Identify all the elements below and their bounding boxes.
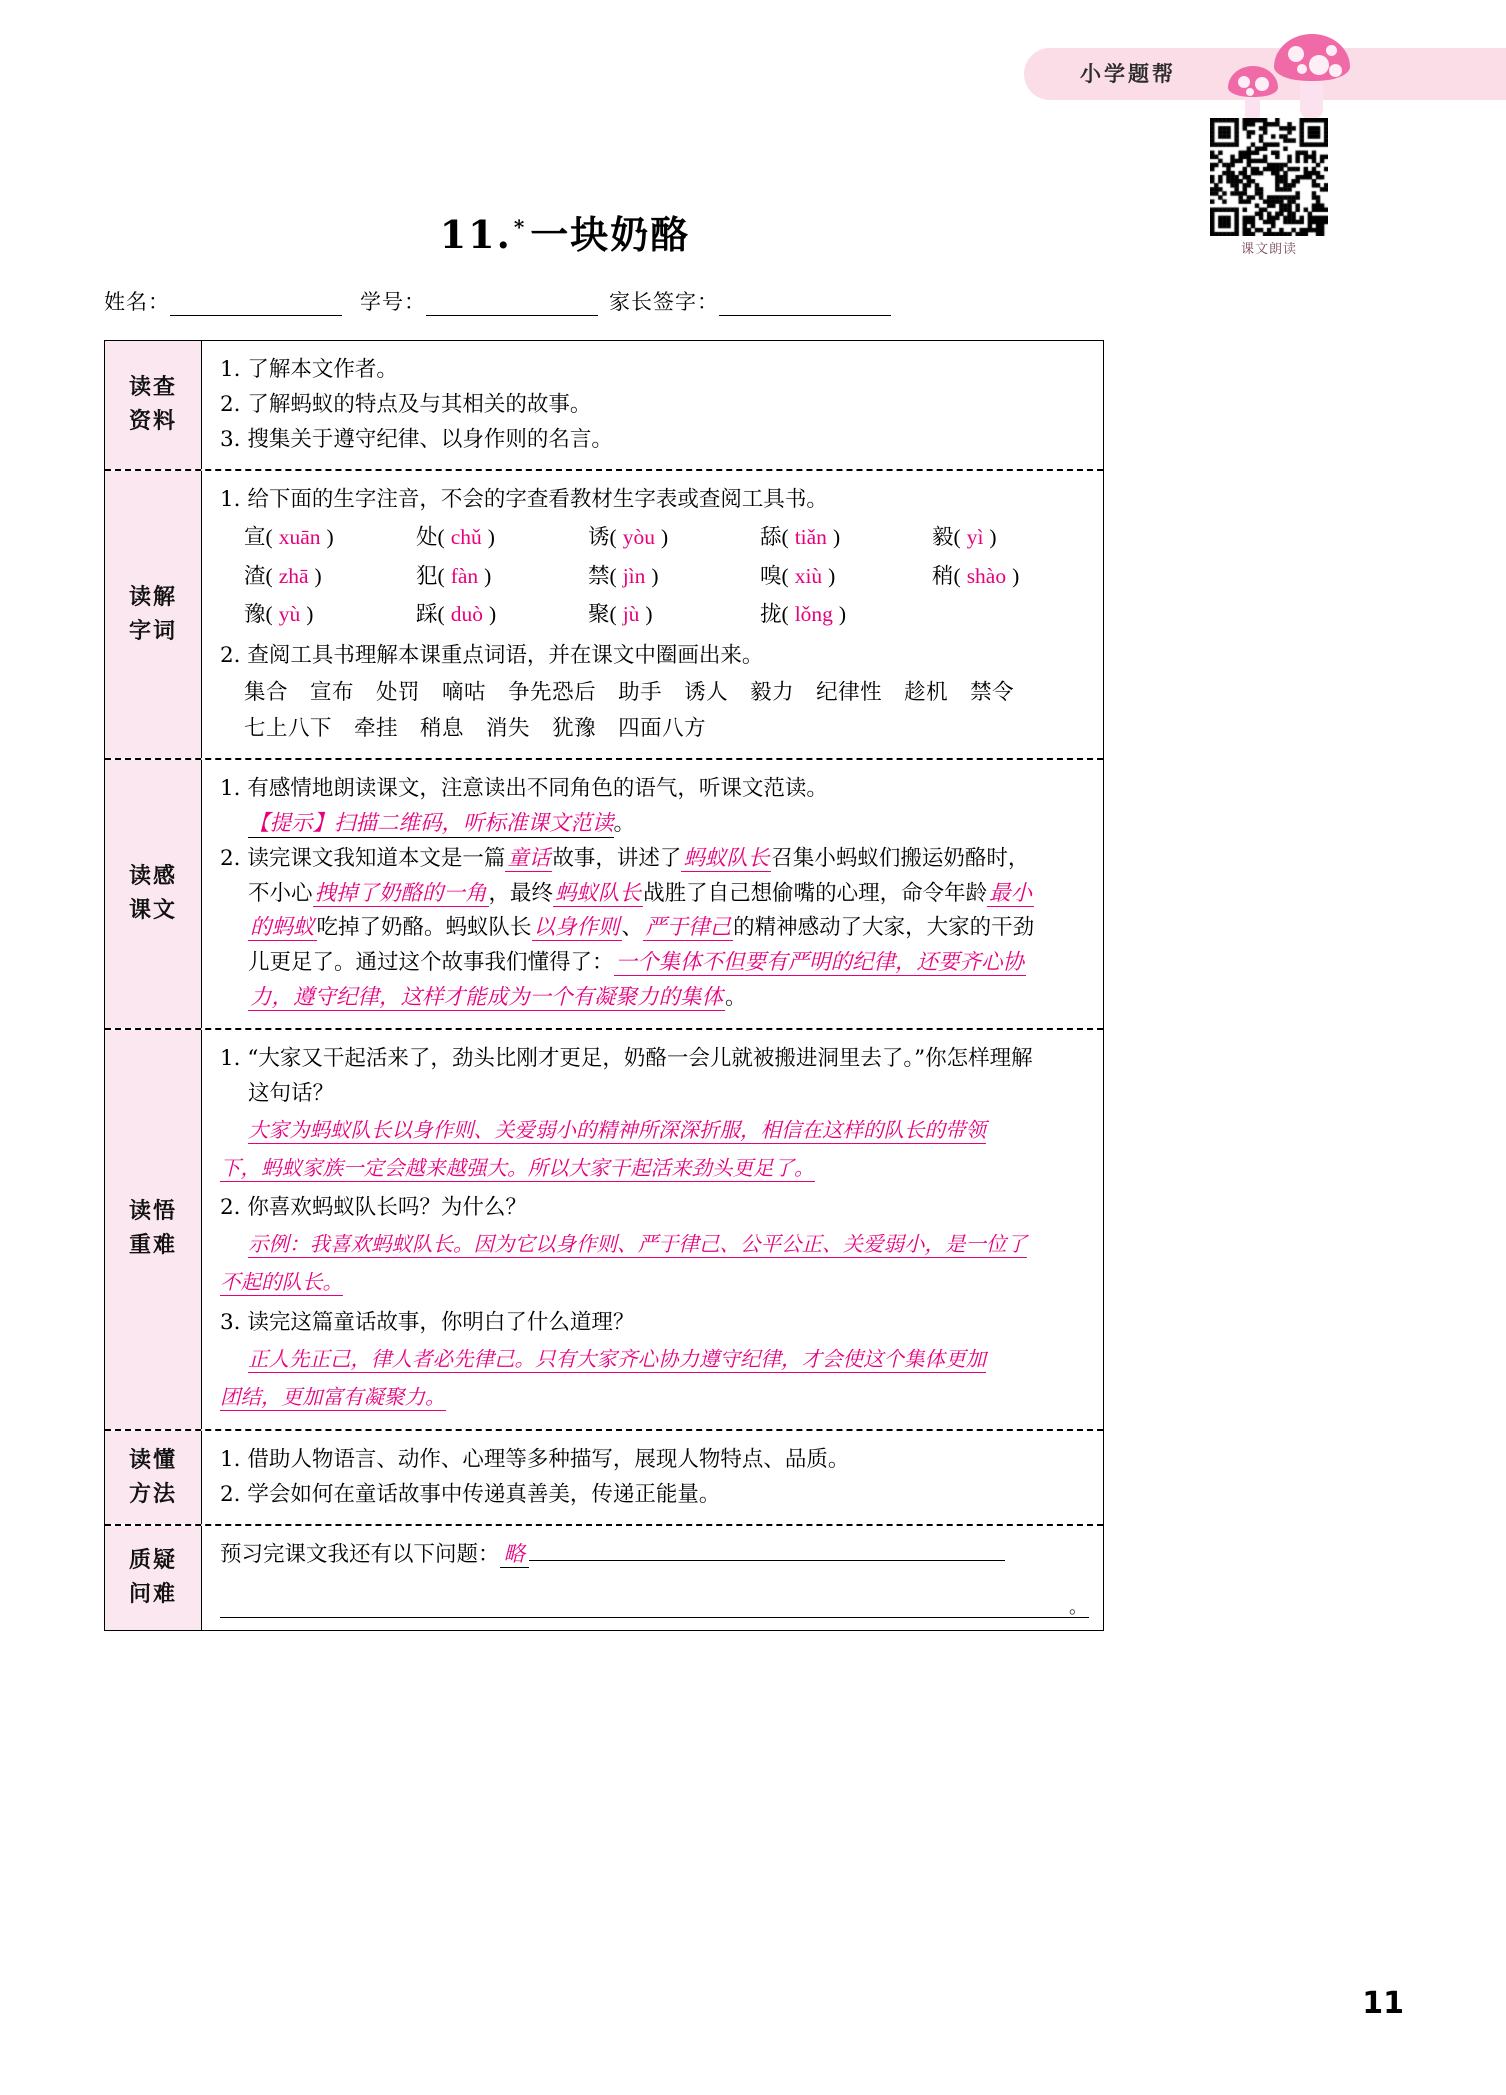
- answer-text: 示例：我喜欢蚂蚁队长。因为它以身作则、严于律己、公平公正、关爱弱小，是一位了: [248, 1232, 1027, 1257]
- pinyin-cell[interactable]: 聚( jù ): [588, 601, 653, 626]
- vocabulary-word: 消失: [486, 716, 531, 741]
- prompt-text: 预习完课文我还有以下问题：: [220, 1542, 500, 1568]
- vocabulary-word: 七上八下: [244, 716, 333, 741]
- list-item: 1. 了解本文作者。: [220, 357, 398, 382]
- name-input[interactable]: [170, 295, 342, 316]
- pinyin-answer: jìn: [622, 563, 646, 588]
- pinyin-cell[interactable]: 拢( lǒng ): [760, 601, 847, 626]
- pinyin-answer: lǒng: [794, 601, 833, 626]
- section-header-vocabulary: [105, 471, 202, 758]
- name-label: 姓名：: [104, 290, 170, 314]
- fill-in-line[interactable]: [220, 981, 1089, 1016]
- pinyin-cell[interactable]: 犯( fàn ): [416, 563, 492, 588]
- static-text: 召集小蚂蚁们搬运奶酪时，: [771, 845, 1030, 871]
- pinyin-answer: yòu: [622, 525, 655, 550]
- answer-text: 一个集体不但要有严明的纪律，还要齐心协: [615, 950, 1025, 976]
- question-text: 1. “大家又干起活来了，劲头比刚才更足，奶酪一会儿就被搬进洞里去了。”你怎样理解: [220, 1045, 1033, 1071]
- hint-period: 。: [613, 810, 636, 836]
- section-row-method: [105, 1431, 1103, 1527]
- pinyin-row: [220, 518, 1104, 556]
- vocabulary-row-1: [220, 674, 1104, 710]
- pinyin-answer: yù: [278, 601, 301, 626]
- vocabulary-word: 集合: [244, 679, 289, 704]
- vocabulary-word: 犹豫: [552, 716, 597, 741]
- qr-code[interactable]: [1210, 118, 1328, 236]
- section-header-line1: 读查: [128, 375, 177, 401]
- title-number: 11.: [439, 212, 512, 257]
- student-number-label: 学号：: [360, 290, 426, 314]
- hint-label: 【提示】: [248, 810, 335, 836]
- student-info-row: [104, 286, 1104, 320]
- question-text: 1. 有感情地朗读课文，注意读出不同角色的语气，听课文范读。: [220, 776, 828, 802]
- section-body-reading: [202, 760, 1103, 1028]
- static-text: 故事，讲述了: [552, 845, 682, 871]
- section-row-questions: [105, 1526, 1103, 1630]
- vocabulary-word: 嘀咕: [442, 679, 487, 704]
- section-header-line2: 课文: [128, 898, 177, 924]
- pinyin-cell[interactable]: 毅( yì ): [932, 525, 997, 550]
- section-body-vocabulary: [202, 471, 1118, 758]
- answer-text: 不起的队长。: [220, 1270, 343, 1295]
- section-header-line2: 问难: [128, 1582, 177, 1608]
- list-item: 2. 了解蚂蚁的特点及与其相关的故事。: [220, 391, 592, 417]
- vocabulary-word: 诱人: [684, 679, 729, 704]
- section-row-comprehension: [105, 1030, 1103, 1431]
- question-text: 这句话？: [248, 1080, 335, 1106]
- brand-label: 小学题帮: [1080, 62, 1176, 86]
- pinyin-answer: zhā: [278, 563, 309, 588]
- answer-text: 蚂蚁队长: [555, 880, 642, 906]
- question-text: 1. 给下面的生字注音，不会的字查看教材生字表或查阅工具书。: [220, 487, 828, 513]
- pinyin-answer: jù: [622, 601, 640, 626]
- prompt-line: [220, 1538, 1089, 1573]
- static-text: 不小心: [248, 880, 313, 906]
- fill-in-line[interactable]: [220, 842, 1089, 877]
- pinyin-cell[interactable]: 处( chǔ ): [416, 525, 495, 550]
- pinyin-cell[interactable]: 舔( tiǎn ): [760, 525, 841, 550]
- section-header-line1: 读懂: [128, 1447, 177, 1473]
- answer-line[interactable]: [220, 1226, 1089, 1264]
- vocabulary-word: 纪律性: [816, 679, 883, 704]
- hint-text: 扫描二维码，听标准课文范读: [334, 810, 614, 836]
- pinyin-answer: fàn: [450, 563, 479, 588]
- answer-text: 拽掉了奶酪的一角: [314, 880, 487, 906]
- section-body-comprehension: [202, 1030, 1103, 1429]
- answer-blank[interactable]: [529, 1538, 1005, 1561]
- vocabulary-word: 处罚: [376, 679, 421, 704]
- pinyin-cell[interactable]: 豫( yù ): [244, 601, 314, 626]
- pinyin-row: [220, 557, 1104, 595]
- section-header-method: [105, 1431, 202, 1525]
- parent-signature-field-group: [609, 286, 891, 316]
- section-header-comprehension: [105, 1030, 202, 1429]
- pinyin-cell[interactable]: 诱( yòu ): [588, 525, 669, 550]
- pinyin-cell[interactable]: 渣( zhā ): [244, 563, 322, 588]
- section-header-questions: [105, 1526, 202, 1630]
- static-text: 吃掉了奶酪。蚂蚁队长: [316, 915, 532, 941]
- worksheet-table: [104, 340, 1104, 1631]
- section-header-line2: 方法: [128, 1481, 177, 1507]
- vocabulary-word: 趁机: [904, 679, 949, 704]
- fill-in-line[interactable]: [220, 946, 1089, 981]
- pinyin-answer: xiù: [794, 563, 823, 588]
- list-item: 3. 搜集关于遵守纪律、以身作则的名言。: [220, 426, 613, 452]
- static-text: 的精神感动了大家，大家的干劲: [733, 915, 1035, 941]
- mushroom-icon-small: [1228, 66, 1278, 116]
- vocabulary-word: 争先恐后: [508, 679, 597, 704]
- mushroom-icon-large: [1274, 34, 1350, 110]
- title-star: *: [513, 215, 527, 240]
- section-header-line2: 重难: [128, 1233, 177, 1259]
- pinyin-answer: duò: [450, 601, 483, 626]
- answer-text: 下，蚂蚁家族一定会越来越强大。所以大家干起活来劲头更足了。: [220, 1155, 815, 1180]
- static-text: 儿更足了。通过这个故事我们懂得了：: [248, 950, 614, 976]
- name-field-group: [104, 286, 342, 316]
- pinyin-answer: tiǎn: [794, 525, 827, 550]
- pinyin-answer: shào: [966, 563, 1007, 588]
- page-title: [0, 204, 1130, 259]
- section-header-reference: [105, 341, 202, 469]
- static-text: 、: [621, 915, 644, 941]
- student-number-input[interactable]: [426, 295, 598, 316]
- pinyin-cell[interactable]: 踩( duò ): [416, 601, 497, 626]
- section-header-reading: [105, 760, 202, 1028]
- parent-signature-label: 家长签字：: [609, 290, 719, 314]
- student-answer[interactable]: 略: [500, 1542, 530, 1568]
- pinyin-cell[interactable]: 禁( jìn ): [588, 563, 659, 588]
- question-text: 2. 你喜欢蚂蚁队长吗？为什么？: [220, 1195, 527, 1221]
- section-body-method: [202, 1431, 1103, 1525]
- answer-blank-second[interactable]: [220, 1591, 1089, 1618]
- answer-text: 团结，更加富有凝聚力。: [220, 1384, 446, 1409]
- static-text: 。: [725, 985, 747, 1011]
- vocabulary-word: 毅力: [750, 679, 795, 704]
- section-header-line2: 资料: [128, 409, 177, 435]
- answer-text: 最小: [989, 880, 1033, 906]
- answer-text: 正人先正己，律人者必先律己。只有大家齐心协力遵守纪律，才会使这个集体更加: [248, 1346, 986, 1371]
- section-header-line2: 字词: [128, 618, 177, 644]
- section-header-line1: 读悟: [128, 1199, 177, 1225]
- answer-text: 大家为蚂蚁队长以身作则、关爱弱小的精神所深深折服，相信在这样的队长的带领: [248, 1117, 986, 1142]
- section-body-reference: [202, 341, 1103, 469]
- vocabulary-row-2: [220, 710, 1104, 746]
- answer-text: 的蚂蚁: [250, 915, 315, 941]
- section-header-line1: 读解: [128, 584, 177, 610]
- list-item: 1. 借助人物语言、动作、心理等多种描写，展现人物特点、品质。: [220, 1446, 850, 1472]
- section-row-vocabulary: [105, 471, 1103, 760]
- static-text: 战胜了自己想偷嘴的心理，命令年龄: [643, 880, 988, 906]
- question-text: 3. 读完这篇童话故事，你明白了什么道理？: [220, 1310, 635, 1336]
- pinyin-cell[interactable]: 宣( xuān ): [244, 525, 334, 550]
- parent-signature-input[interactable]: [719, 295, 891, 316]
- section-row-reading: [105, 760, 1103, 1030]
- pinyin-cell[interactable]: 嗅( xiù ): [760, 563, 836, 588]
- fill-in-line[interactable]: [220, 911, 1089, 946]
- answer-line[interactable]: [220, 1341, 1089, 1379]
- pinyin-answer: chǔ: [450, 525, 482, 550]
- vocabulary-word: 四面八方: [618, 716, 707, 741]
- answer-line[interactable]: [220, 1379, 1089, 1417]
- title-text: 一块奶酪: [530, 212, 691, 257]
- question-text: 2. 查阅工具书理解本课重点词语，并在课文中圈画出来。: [220, 643, 764, 669]
- list-item: 2. 学会如何在童话故事中传递真善美，传递正能量。: [220, 1481, 721, 1507]
- vocabulary-word: 牵挂: [354, 716, 399, 741]
- vocabulary-word: 宣布: [310, 679, 355, 704]
- answer-text: 蚂蚁队长: [683, 845, 770, 871]
- section-body-questions: [202, 1526, 1103, 1630]
- answer-line[interactable]: [220, 1150, 1089, 1188]
- vocabulary-word: 禁令: [970, 679, 1015, 704]
- trailing-period: 。: [1069, 1597, 1087, 1618]
- pinyin-answer: yì: [966, 525, 984, 550]
- page-number: 11: [1362, 1986, 1404, 2021]
- section-row-reference: [105, 341, 1103, 471]
- answer-line[interactable]: [220, 1112, 1089, 1150]
- static-text: ，最终: [488, 880, 554, 906]
- pinyin-answer: xuān: [278, 525, 321, 550]
- student-number-field-group: [360, 286, 598, 316]
- section-header-line1: 质疑: [128, 1548, 177, 1574]
- answer-text: 严于律己: [645, 915, 732, 941]
- answer-text: 以身作则: [533, 915, 620, 941]
- static-text: 2. 读完课文我知道本文是一篇: [220, 845, 506, 871]
- section-header-line1: 读感: [128, 863, 177, 889]
- answer-text: 童话: [507, 845, 551, 871]
- vocabulary-word: 助手: [618, 679, 663, 704]
- fill-in-line[interactable]: [220, 877, 1089, 912]
- vocabulary-word: 稍息: [420, 716, 465, 741]
- pinyin-cell[interactable]: 稍( shào ): [932, 563, 1020, 588]
- answer-text: 力，遵守纪律，这样才能成为一个有凝聚力的集体: [250, 985, 724, 1011]
- answer-line[interactable]: [220, 1264, 1089, 1302]
- pinyin-row: [220, 595, 1104, 633]
- qr-caption: 课文朗读: [1240, 242, 1297, 257]
- hint-line: [220, 807, 1089, 842]
